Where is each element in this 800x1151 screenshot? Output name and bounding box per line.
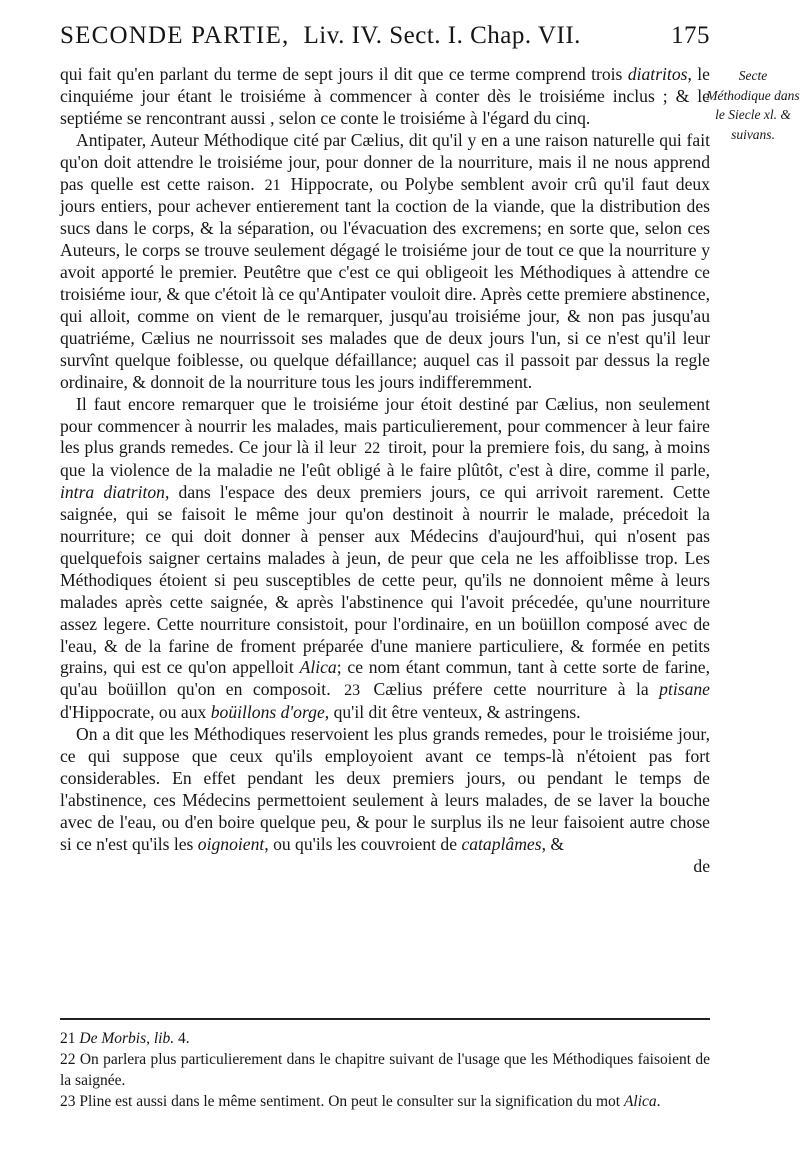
footnote-21 — [60, 1028, 710, 1049]
text-run: , le cinquiéme jour étant le troisiéme à commencer à conter dès le troisiéme inclus ; & le septiéme se rencontrant aussi , selon ce conte le troisiéme à l'égard du cinq. — [60, 64, 710, 128]
note-reference: 22 — [364, 440, 381, 458]
text-run: Hippocrate, ou Polybe semblent avoir crû qu'il faut deux jours entiers, pour achever entierement tant la coction de la viande, que la distribution des sucs dans le corps, & la séparation, ou l'évacuation des excremens; en sorte que, selon ces Auteurs, le corps se trouve seulement dégagé le troisiéme jour de tout ce que la nourriture y avoit apporté le premier. Peutêtre que c'est ce qui obligeoit les Méthodiques à attendre ce troisiéme iour, & que c'étoit là ce qu'Antipater vouloit dire. Après cette premiere abstinence, qui alloit, comme on vient de le remarquer, jusqu'au troisiéme jour, & non pas jusqu'au quatriéme, Cælius ne nourrissoit ses malades que de deux jours l'un, si ce n'est qu'il leur survînt quelque foiblesse, ou quelque défaillance; auquel cas il passoit par dessus la regle ordinaire, & donnoit de la nourriture tous les jours indifferemment. — [60, 173, 710, 392]
text-run: 4. — [174, 1030, 190, 1047]
italic-term: De Morbis, lib. — [79, 1030, 175, 1047]
text-run: , dans l'espace des deux premiers jours, ce qui arrivoit rarement. Cette saignée, qui se faisoit le même jour qu'on destinoit à nourrir le malade, précedoit la nourriture; ce qui doit donner à penser aux Médecins d'aujourd'hui, qui n'osent pas quelquefois saigner certains malades à jeun, de peur que cela ne les affoiblisse trop. Les Méthodiques étoient si peu susceptibles de cette peur, qu'ils ne donnoient même à leurs malades après cette saignée, & après l'abstinence qui l'avoit précedée, qu'une nourriture assez legere. Cette nourriture consistoit, pour l'ordinaire, en un boüillon composé avec de l'eau, & de la farine de froment préparée d'une maniere particuliere, & formée en petits grains, qui est ce qu'on appelloit — [60, 482, 711, 678]
italic-term: diatritos — [627, 64, 688, 84]
italic-term: Alica — [623, 1093, 657, 1110]
header-part: SECONDE PARTIE, — [60, 22, 290, 49]
text-run: Antipater, Auteur Méthodique cité par Cælius, dit qu'il y en a une raison naturelle qui fait qu'on doit attendre le troisiéme jour, pour donner de la nourriture, mais il ne nous apprend pas quelle est cette raison. — [60, 129, 710, 194]
italic-term: cataplâmes — [461, 833, 542, 854]
header-section: Liv. IV. Sect. I. Chap. VII. — [303, 22, 581, 49]
text-run: , & — [541, 833, 565, 854]
text-run: , ou qu'ils les couvroient de — [264, 833, 462, 854]
note-reference: 21 — [264, 176, 281, 194]
text-run: Cælius préfere cette nourriture à la — [363, 679, 660, 700]
text-run: 21 — [60, 1030, 80, 1047]
footnote-23 — [60, 1091, 710, 1112]
paragraph-2 — [60, 130, 710, 394]
text-run: , qu'il dit être venteux, & astringens. — [324, 702, 581, 723]
text-run: On a dit que les Méthodiques reservoient les plus grands remedes, pour le troisiéme jour, ce qui suppose que ceux qu'ils employoient avant ce temps-là n'étoient pas fort considerables. En effet pendant les deux premiers jours, ou pendant le temps de l'abstinence, ces Médecins permettoient seulement à leurs malades, de se laver la bouche avec de l'eau, ou d'en boire quelque peu, & pour le surplus ils ne leur faisoient autre chose si ce n'est qu'ils les — [60, 724, 710, 854]
italic-term: Alica — [299, 657, 337, 678]
text-run: ; ce nom étant commun, tant à cette sorte de farine, qu'au boüillon qu'on en composoit. — [60, 657, 711, 700]
paragraph-1 — [60, 64, 710, 130]
text-run: Il faut encore remarquer que le troisiéme jour étoit destiné par Cælius, non seulement pour commencer à nourrir les malades, mais particulierement, pour commencer à leur faire les plus grands remedes. Ce jour là il leur — [60, 393, 710, 458]
footnotes — [60, 1028, 710, 1112]
italic-term: intra diatriton — [60, 482, 165, 503]
catchword: de — [693, 855, 710, 876]
page-number: 175 — [671, 22, 710, 49]
text-run: 23 Pline est aussi dans le même sentiment. On peut le consulter sur la signification du mot — [60, 1093, 624, 1110]
text-run: 22 On parlera plus particulierement dans le chapitre suivant de l'usage que les Méthodiques faisoient de la saignée. — [60, 1051, 710, 1089]
text-run: d'Hippocrate, ou aux — [60, 702, 211, 723]
italic-term: ptisane — [659, 679, 710, 700]
text-run: . — [656, 1093, 661, 1110]
italic-term: oignoient — [197, 833, 265, 854]
main-text — [60, 64, 710, 878]
note-reference: 23 — [344, 682, 361, 700]
margin-note: Secte Méthodique dans le Siecle xl. & suivans. — [706, 68, 800, 142]
paragraph-4 — [60, 724, 710, 855]
italic-term: boüillons d'orge — [210, 702, 325, 723]
footnote-rule — [60, 1018, 710, 1020]
footnote-22 — [60, 1049, 710, 1091]
text-run: tiroit, pour la premiere fois, du sang, à moins que la violence de la maladie ne l'eût obligé à le faire plûtôt, c'est à dire, comme il parle, — [60, 437, 710, 481]
running-header — [60, 22, 710, 62]
text-run: qui fait qu'en parlant du terme de sept jours il dit que ce terme comprend trois — [60, 64, 628, 84]
paragraph-3 — [60, 394, 710, 725]
